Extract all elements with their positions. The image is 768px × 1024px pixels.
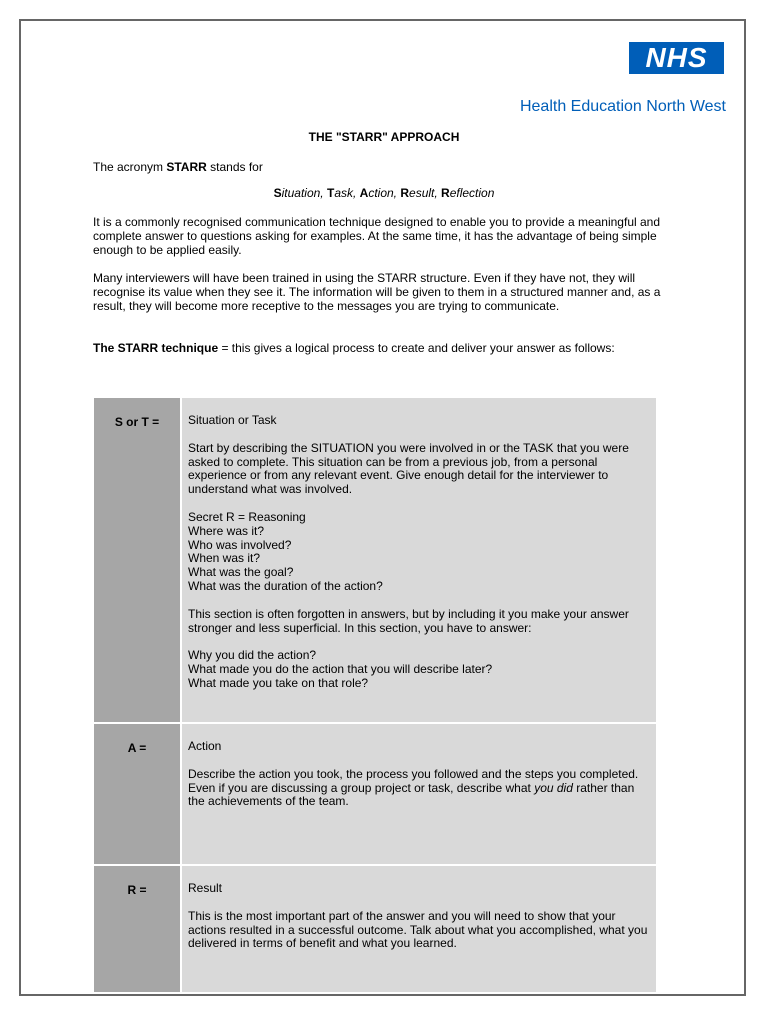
row-heading: Action [188, 739, 222, 753]
question-line: What made you take on that role? [188, 675, 369, 690]
question-line: Secret R = Reasoning [188, 509, 306, 524]
italic-segment: you did [534, 780, 573, 795]
acronym-word: ask, [334, 186, 360, 200]
question-line: Who was involved? [188, 537, 292, 552]
acronym-initial: S [273, 186, 282, 200]
technique-bold: The STARR technique [93, 341, 219, 355]
text-segment: Describe the action you took, the process you followed and the steps you completed. Even if you are discussing a group project or task, describe what [188, 766, 639, 795]
nhs-logo [629, 42, 724, 74]
question-line: What was the duration of the action? [188, 578, 383, 593]
row-paragraph: Start by describing the SITUATION you were involved in or the TASK that you were asked to complete. This situation can be from a previous job, from a personal experience or from any relevant event. Give enough detail for the interviewer to understand what was involved. [188, 440, 629, 497]
acronym-word: eflection [449, 186, 495, 200]
acronym-word: ituation, [281, 186, 327, 200]
reasoning-questions [188, 511, 650, 594]
row-label: R = [94, 865, 181, 993]
acronym-initial: R [400, 186, 410, 200]
row-heading: Situation or Task [188, 413, 277, 427]
paragraph-communication-technique: It is a commonly recognised communication technique designed to enable you to provide a meaningful and complete answer to questions asking for examples. At the same time, it has the advantage of being simple enough to be applied easily. [93, 215, 661, 257]
organisation-name: Health Education North West [519, 98, 726, 115]
question-line: When was it? [188, 551, 261, 566]
row-heading: Result [188, 881, 223, 895]
question-line: Why you did the action? [188, 648, 317, 663]
table-row [94, 865, 656, 993]
why-questions [188, 649, 650, 690]
row-paragraph [188, 768, 650, 809]
row-label: S or T = [94, 398, 181, 723]
intro-suffix: stands for [206, 160, 263, 174]
intro-prefix: The acronym [93, 160, 167, 174]
row-body [181, 865, 656, 993]
question-line: What made you do the action that you will describe later? [188, 662, 493, 677]
row-paragraph: This is the most important part of the answer and you will need to show that your actions resulted in a successful outcome. Talk about what you accomplished, what you delivered in terms of benefit and what you learned. [188, 908, 648, 951]
text-segment: rather than the achievements of the team. [188, 780, 635, 809]
technique-rest: = this gives a logical process to create and deliver your answer as follows: [218, 341, 615, 355]
row-body [181, 398, 656, 723]
acronym-word: esult, [409, 186, 442, 200]
paragraph-interviewers: Many interviewers will have been trained in using the STARR structure. Even if they have not, they will recognise its value when they see it. The information will be given to them in a structured manner and, as a result, they will become more receptive to the messages you are trying to communicate. [93, 271, 661, 313]
row-label: A = [94, 723, 181, 865]
logo-text: NHS [645, 42, 708, 73]
intro-line [93, 160, 683, 174]
acronym-expansion [0, 186, 768, 200]
table-row [94, 398, 656, 723]
question-line: What was the goal? [188, 565, 294, 580]
acronym-word: ction, [368, 186, 401, 200]
row-body [181, 723, 656, 865]
document-title: THE "STARR" APPROACH [308, 130, 460, 144]
question-line: Where was it? [188, 523, 265, 538]
row-paragraph: This section is often forgotten in answers, but by including it you make your answer stronger and less superficial. In this section, you have to answer: [188, 606, 629, 635]
acronym-initial: R [441, 186, 450, 200]
intro-bold: STARR [166, 160, 207, 174]
acronym-initial: T [326, 186, 335, 200]
table-row [94, 723, 656, 865]
technique-line [93, 341, 683, 355]
starr-table [94, 398, 656, 994]
acronym-initial: A [359, 186, 369, 200]
